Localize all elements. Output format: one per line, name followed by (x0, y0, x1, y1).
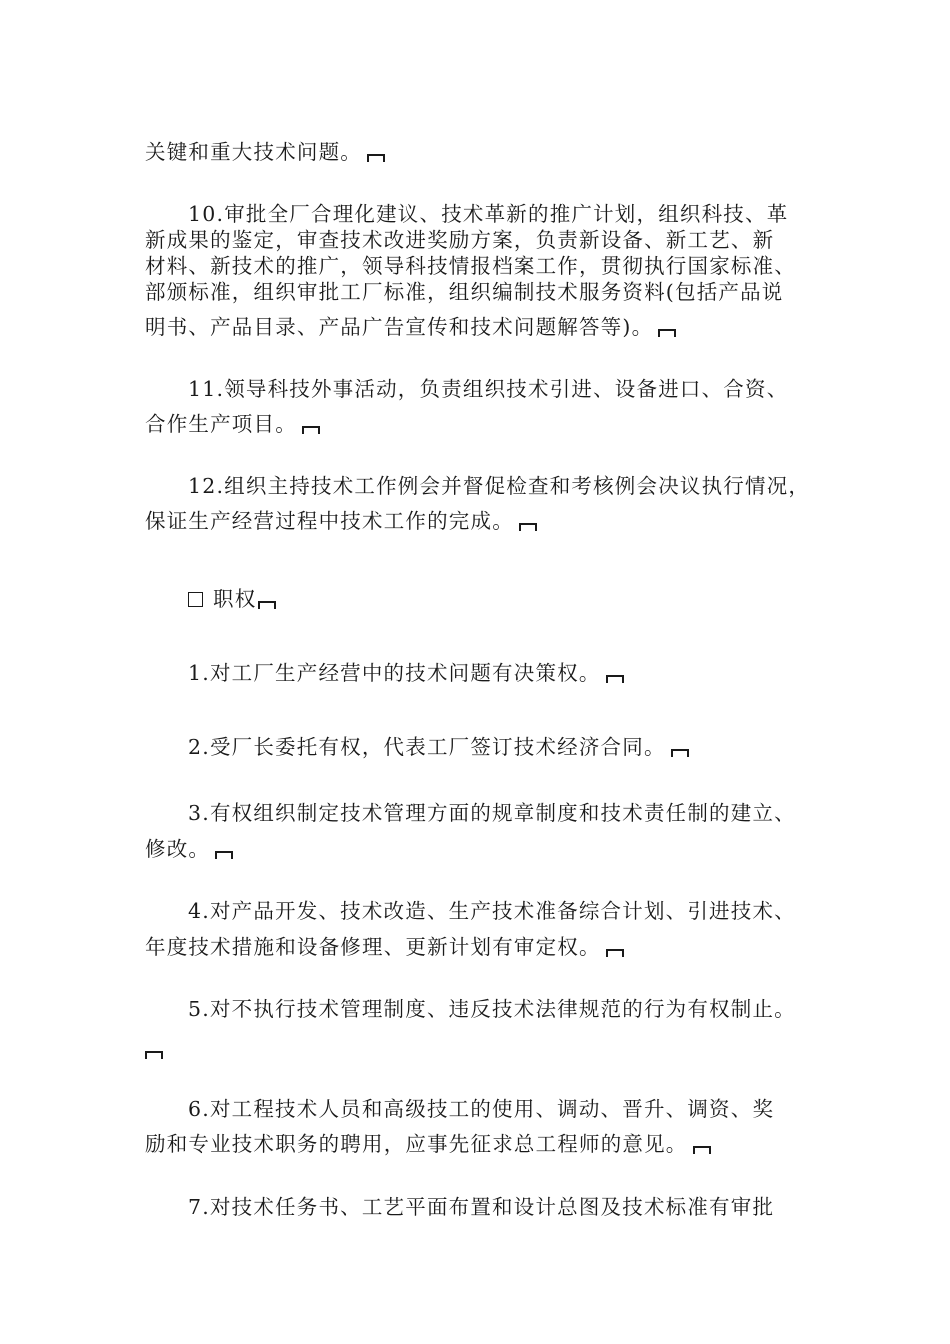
paragraph-line (188, 201, 788, 227)
paragraph-line (145, 314, 676, 340)
checkbox-icon (188, 592, 203, 607)
text: 3.有权组织制定技术管理方面的规章制度和技术责任制的建立、 (188, 801, 796, 825)
paragraph-line (188, 376, 788, 402)
paragraph-line (145, 1131, 711, 1157)
paragraph-mark-icon (606, 949, 624, 957)
paragraph-mark-icon (258, 601, 276, 609)
paragraph-line (145, 1036, 163, 1062)
paragraph-mark-icon (367, 154, 385, 162)
paragraph-line (188, 800, 796, 826)
paragraph-line (145, 139, 385, 165)
text: 5.对不执行技术管理制度、违反技术法律规范的行为有权制止。 (188, 997, 796, 1021)
text: 1.对工厂生产经营中的技术问题有决策权。 (188, 661, 601, 685)
text: 12.组织主持技术工作例会并督促检查和考核例会决议执行情况， (188, 474, 811, 498)
text: 合作生产项目。 (145, 412, 297, 436)
paragraph-line (145, 279, 784, 305)
paragraph-mark-icon (658, 329, 676, 337)
paragraph-mark-icon (519, 523, 537, 531)
paragraph-line (188, 473, 810, 499)
paragraph-line (145, 508, 537, 534)
paragraph-mark-icon (145, 1051, 163, 1059)
paragraph-line (145, 836, 233, 862)
text: 部颁标准，组织审批工厂标准，组织编制技术服务资料(包括产品说 (145, 280, 784, 304)
paragraph-line (188, 1194, 774, 1220)
paragraph-line (145, 411, 320, 437)
text: 材料、新技术的推广，领导科技情报档案工作，贯彻执行国家标准、 (145, 254, 796, 278)
text: 2.受厂长委托有权，代表工厂签订技术经济合同。 (188, 735, 666, 759)
text: 11.领导科技外事活动，负责组织技术引进、设备进口、合资、 (188, 377, 789, 401)
text: 7.对技术任务书、工艺平面布置和设计总图及技术标准有审批 (188, 1195, 775, 1219)
paragraph-mark-icon (693, 1146, 711, 1154)
text: 关键和重大技术问题。 (145, 140, 362, 164)
paragraph-line (188, 1096, 774, 1122)
text: 年度技术措施和设备修理、更新计划有审定权。 (145, 935, 601, 959)
paragraph-line (188, 734, 689, 760)
paragraph-mark-icon (215, 851, 233, 859)
text: 保证生产经营过程中技术工作的完成。 (145, 509, 514, 533)
paragraph-line (188, 660, 624, 686)
text: 明书、产品目录、产品广告宣传和技术问题解答等)。 (145, 315, 654, 339)
text: 10.审批全厂合理化建议、技术革新的推广计划，组织科技、革 (188, 202, 789, 226)
paragraph-mark-icon (606, 675, 624, 683)
text: 6.对工程技术人员和高级技工的使用、调动、晋升、调资、奖 (188, 1097, 775, 1121)
paragraph-line (188, 898, 796, 924)
section-heading (188, 586, 276, 612)
paragraph-line (145, 934, 624, 960)
paragraph-mark-icon (302, 426, 320, 434)
text: 新成果的鉴定，审查技术改进奖励方案，负责新设备、新工艺、新 (145, 228, 775, 252)
text: 修改。 (145, 837, 211, 861)
heading-text: 职权 (213, 587, 257, 611)
paragraph-line (145, 227, 774, 253)
paragraph-line (145, 253, 796, 279)
paragraph-line (188, 996, 796, 1022)
paragraph-mark-icon (671, 749, 689, 757)
text: 4.对产品开发、技术改造、生产技术准备综合计划、引进技术、 (188, 899, 796, 923)
text: 励和专业技术职务的聘用，应事先征求总工程师的意见。 (145, 1132, 688, 1156)
